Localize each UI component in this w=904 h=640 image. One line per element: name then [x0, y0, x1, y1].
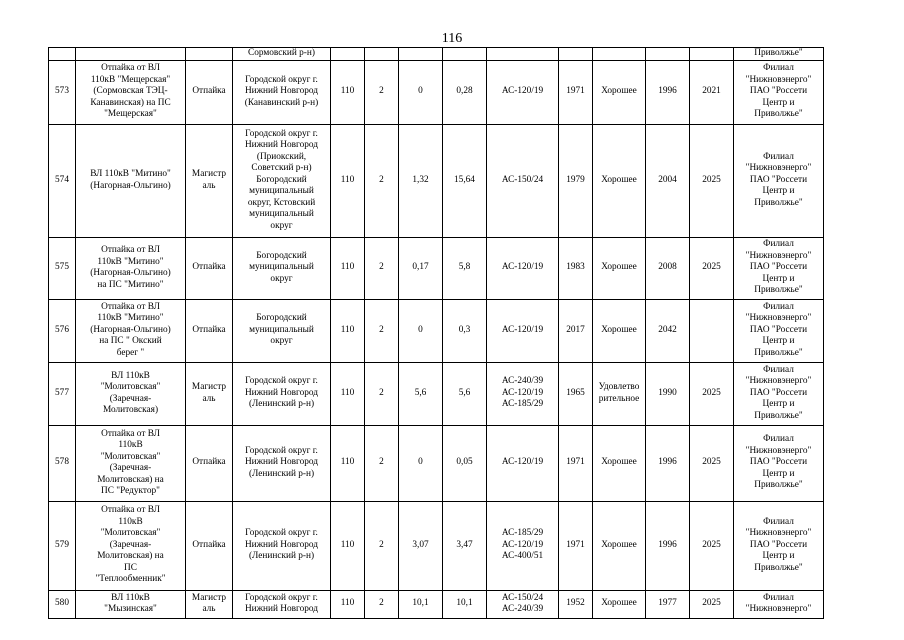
- cell-year3: 2025: [690, 124, 734, 237]
- cell-year3: [690, 299, 734, 362]
- table-row: [49, 48, 824, 61]
- cell-voltage: 110: [331, 299, 365, 362]
- cell-location: Городской округ г. Нижний Новгород: [233, 590, 331, 618]
- cell-year3: 2025: [690, 237, 734, 299]
- cell-year: 1979: [559, 124, 593, 237]
- cell-voltage: 110: [331, 362, 365, 425]
- cell-type: [186, 48, 233, 61]
- cell-year3: [690, 48, 734, 61]
- cell-len-b: 5,6: [443, 362, 487, 425]
- cell-voltage: 110: [331, 425, 365, 501]
- cell-condition: [593, 48, 646, 61]
- cell-year: 2017: [559, 299, 593, 362]
- cell-condition: Удовлетво рительное: [593, 362, 646, 425]
- cell-owner: Филиал "Нижновэнерго" ПАО "Россети Центр и Приволжье": [734, 425, 824, 501]
- cell-len-b: [443, 48, 487, 61]
- cell-no: 579: [49, 501, 76, 590]
- power-lines-table: [48, 47, 824, 619]
- cell-name: ВЛ 110кВ "Митино" (Нагорная-Ольгино): [76, 124, 186, 237]
- cell-location: Городской округ г. Нижний Новгород (Ленинский р-н): [233, 362, 331, 425]
- cell-name: Отпайка от ВЛ 110кВ "Митино" (Нагорная-Ольгино) на ПС " Окский берег ": [76, 299, 186, 362]
- cell-year: 1971: [559, 425, 593, 501]
- cell-year2: 1996: [646, 501, 690, 590]
- cell-len-b: 0,3: [443, 299, 487, 362]
- cell-owner: Филиал "Нижновэнерго" ПАО "Россети Центр и Приволжье": [734, 299, 824, 362]
- cell-owner: Филиал "Нижновэнерго" ПАО "Россети Центр и Приволжье": [734, 124, 824, 237]
- cell-owner: Филиал "Нижновэнерго" ПАО "Россети Центр и Приволжье": [734, 237, 824, 299]
- table-row: [49, 60, 824, 124]
- cell-no: 578: [49, 425, 76, 501]
- cell-year2: 1990: [646, 362, 690, 425]
- cell-wire: АС-150/24 АС-240/39: [487, 590, 559, 618]
- cell-circuits: 2: [365, 590, 399, 618]
- cell-len-b: 15,64: [443, 124, 487, 237]
- cell-location: Городской округ г. Нижний Новгород (Ленинский р-н): [233, 425, 331, 501]
- cell-len-b: 5,8: [443, 237, 487, 299]
- cell-len-a: 0: [399, 60, 443, 124]
- cell-owner: Приволжье": [734, 48, 824, 61]
- cell-voltage: 110: [331, 590, 365, 618]
- cell-len-a: 1,32: [399, 124, 443, 237]
- table-row: [49, 124, 824, 237]
- cell-year3: 2025: [690, 362, 734, 425]
- cell-len-a: 5,6: [399, 362, 443, 425]
- cell-type: Отпайка: [186, 299, 233, 362]
- cell-circuits: 2: [365, 237, 399, 299]
- cell-year3: 2025: [690, 501, 734, 590]
- cell-wire: АС-120/19: [487, 299, 559, 362]
- cell-wire: АС-120/19: [487, 425, 559, 501]
- cell-type: Отпайка: [186, 60, 233, 124]
- cell-type: Отпайка: [186, 237, 233, 299]
- cell-len-b: 0,05: [443, 425, 487, 501]
- cell-type: Магистр аль: [186, 124, 233, 237]
- cell-voltage: 110: [331, 60, 365, 124]
- cell-wire: АС-120/19: [487, 60, 559, 124]
- cell-condition: Хорошее: [593, 425, 646, 501]
- cell-wire: [487, 48, 559, 61]
- table-row: [49, 590, 824, 618]
- cell-wire: АС-240/39 АС-120/19 АС-185/29: [487, 362, 559, 425]
- cell-len-a: 0: [399, 425, 443, 501]
- cell-wire: АС-120/19: [487, 237, 559, 299]
- cell-name: Отпайка от ВЛ 110кВ "Молитовская" (Заречная- Молитовская) на ПС "Теплообменник": [76, 501, 186, 590]
- cell-owner: Филиал "Нижновэнерго" ПАО "Россети Центр и Приволжье": [734, 60, 824, 124]
- cell-no: 574: [49, 124, 76, 237]
- cell-name: Отпайка от ВЛ 110кВ "Мещерская" (Сормовская ТЭЦ- Канавинская) на ПС "Мещерская": [76, 60, 186, 124]
- cell-year: 1971: [559, 501, 593, 590]
- cell-no: 580: [49, 590, 76, 618]
- cell-year: 1965: [559, 362, 593, 425]
- cell-location: Городской округ г. Нижний Новгород (Ленинский р-н): [233, 501, 331, 590]
- cell-name: ВЛ 110кВ "Мызинская": [76, 590, 186, 618]
- cell-circuits: 2: [365, 124, 399, 237]
- cell-name: Отпайка от ВЛ 110кВ "Молитовская" (Заречная- Молитовская) на ПС "Редуктор": [76, 425, 186, 501]
- cell-no: 576: [49, 299, 76, 362]
- table-row: [49, 299, 824, 362]
- cell-condition: Хорошее: [593, 60, 646, 124]
- cell-name: ВЛ 110кВ "Молитовская" (Заречная- Молитовская): [76, 362, 186, 425]
- cell-name: [76, 48, 186, 61]
- cell-voltage: [331, 48, 365, 61]
- cell-circuits: 2: [365, 501, 399, 590]
- cell-year2: 2008: [646, 237, 690, 299]
- cell-type: Магистр аль: [186, 590, 233, 618]
- cell-owner: Филиал "Нижновэнерго" ПАО "Россети Центр и Приволжье": [734, 362, 824, 425]
- cell-voltage: 110: [331, 237, 365, 299]
- table-row: [49, 501, 824, 590]
- cell-wire: АС-150/24: [487, 124, 559, 237]
- cell-no: 577: [49, 362, 76, 425]
- cell-type: Отпайка: [186, 501, 233, 590]
- cell-location: Городской округ г. Нижний Новгород (Канавинский р-н): [233, 60, 331, 124]
- table-row: [49, 425, 824, 501]
- cell-year3: 2025: [690, 590, 734, 618]
- cell-len-b: 3,47: [443, 501, 487, 590]
- cell-type: Магистр аль: [186, 362, 233, 425]
- cell-name: Отпайка от ВЛ 110кВ "Митино" (Нагорная-Ольгино) на ПС "Митино": [76, 237, 186, 299]
- cell-type: Отпайка: [186, 425, 233, 501]
- cell-circuits: 2: [365, 60, 399, 124]
- table-row: [49, 237, 824, 299]
- cell-circuits: 2: [365, 299, 399, 362]
- cell-year2: 1977: [646, 590, 690, 618]
- table-row: [49, 362, 824, 425]
- cell-owner: Филиал "Нижновэнерго": [734, 590, 824, 618]
- cell-year2: 2042: [646, 299, 690, 362]
- cell-location: Богородский муниципальный округ: [233, 299, 331, 362]
- cell-condition: Хорошее: [593, 124, 646, 237]
- cell-wire: АС-185/29 АС-120/19 АС-400/51: [487, 501, 559, 590]
- cell-year3: 2021: [690, 60, 734, 124]
- cell-len-a: 0: [399, 299, 443, 362]
- cell-len-b: 10,1: [443, 590, 487, 618]
- cell-len-a: 10,1: [399, 590, 443, 618]
- cell-len-a: 0,17: [399, 237, 443, 299]
- cell-year: 1983: [559, 237, 593, 299]
- cell-circuits: [365, 48, 399, 61]
- cell-voltage: 110: [331, 501, 365, 590]
- cell-no: [49, 48, 76, 61]
- cell-location: Городской округ г. Нижний Новгород (Приокский, Советский р-н) Богородский муниципальный округ, Кстовский муниципальный округ: [233, 124, 331, 237]
- cell-year3: 2025: [690, 425, 734, 501]
- cell-year: 1952: [559, 590, 593, 618]
- cell-owner: Филиал "Нижновэнерго" ПАО "Россети Центр и Приволжье": [734, 501, 824, 590]
- cell-condition: Хорошее: [593, 237, 646, 299]
- cell-year: [559, 48, 593, 61]
- cell-no: 575: [49, 237, 76, 299]
- cell-year2: 2004: [646, 124, 690, 237]
- cell-location: Богородский муниципальный округ: [233, 237, 331, 299]
- cell-circuits: 2: [365, 362, 399, 425]
- cell-condition: Хорошее: [593, 299, 646, 362]
- cell-circuits: 2: [365, 425, 399, 501]
- cell-len-a: [399, 48, 443, 61]
- cell-no: 573: [49, 60, 76, 124]
- cell-len-a: 3,07: [399, 501, 443, 590]
- cell-year: 1971: [559, 60, 593, 124]
- cell-location: Сормовский р-н): [233, 48, 331, 61]
- cell-year2: 1996: [646, 425, 690, 501]
- page-number: 116: [441, 31, 463, 46]
- cell-condition: Хорошее: [593, 590, 646, 618]
- cell-year2: 1996: [646, 60, 690, 124]
- cell-condition: Хорошее: [593, 501, 646, 590]
- cell-len-b: 0,28: [443, 60, 487, 124]
- cell-voltage: 110: [331, 124, 365, 237]
- cell-year2: [646, 48, 690, 61]
